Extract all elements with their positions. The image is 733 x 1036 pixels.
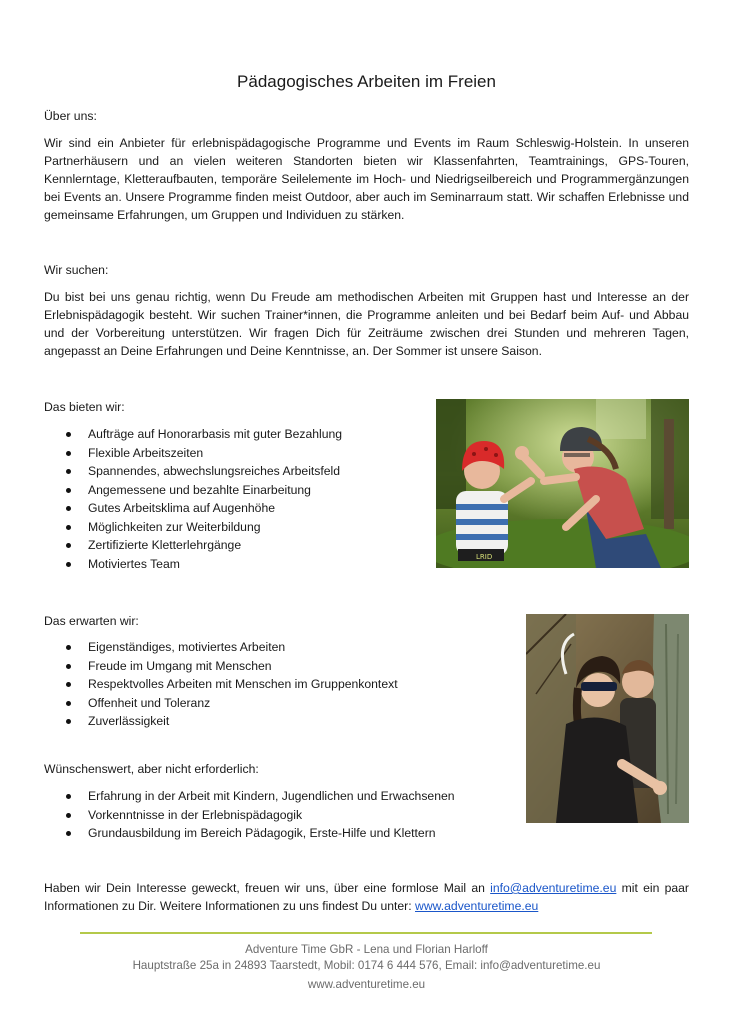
desirable-list: [66, 787, 455, 843]
list-item: Angemessene und bezahlte Einarbeitung: [66, 481, 342, 500]
footer-website: www.adventuretime.eu: [307, 978, 426, 991]
list-item: Vorkenntnisse in der Erlebnispädagogik: [66, 806, 455, 825]
email-link[interactable]: info@adventuretime.eu: [490, 881, 617, 895]
list-item: Respektvolles Arbeiten mit Menschen im Gruppenkontext: [66, 675, 398, 694]
offer-list: [66, 425, 342, 573]
blindfold-image: [526, 614, 689, 823]
list-item: Erfahrung in der Arbeit mit Kindern, Jugendlichen und Erwachsenen: [66, 787, 455, 806]
list-item: Möglichkeiten zur Weiterbildung: [66, 518, 342, 537]
list-item: Zertifizierte Kletterlehrgänge: [66, 536, 342, 555]
closing-text-2: mit ein paar Informationen zu Dir. Weitere Informationen zu uns findest Du unter:: [44, 881, 689, 913]
harness-label: LRID: [476, 553, 493, 561]
website-link[interactable]: www.adventuretime.eu: [415, 899, 539, 913]
blindfold-photo: [526, 614, 689, 823]
expect-list: [66, 638, 398, 731]
list-item: Eigenständiges, motiviertes Arbeiten: [66, 638, 398, 657]
list-item: Aufträge auf Honorarbasis mit guter Bezahlung: [66, 425, 342, 444]
page-title: Pädagogisches Arbeiten im Freien: [237, 72, 496, 91]
about-heading: Über uns:: [44, 109, 97, 123]
search-text: Du bist bei uns genau richtig, wenn Du Freude am methodischen Arbeiten mit Gruppen hast und Interesse an der Erlebnispädagogik besteht. Wir suchen Trainer*innen, die Programme anleiten und bei Bedarf beim Auf- und Abbau und der Vorbereitung unterstützen. Wir fragen Dich für Zeiträume zwischen drei Stunden und mehreren Tagen, angepasst an Deine Erfahrungen und Deine Kenntnisse, an. Der Sommer ist unsere Saison.: [44, 290, 689, 358]
list-item: Flexible Arbeitszeiten: [66, 444, 342, 463]
expect-heading: Das erwarten wir:: [44, 614, 139, 628]
footer-company: Adventure Time GbR - Lena und Florian Harloff: [245, 943, 488, 956]
about-text: Wir sind ein Anbieter für erlebnispädagogische Programme und Events im Raum Schleswig-Holstein. In unseren Partnerhäusern und an vielen weiteren Standorten bieten wir Klassenfahrten, Teamtrainings, GPS-Touren, Kennlerntage, Kletteraufbauten, temporäre Seilelemente im Hoch- und Niedrigseilbereich und Programmergänzungen bei Events an. Unsere Programme finden meist Outdoor, aber auch im Seminarraum statt. Wir schaffen Erlebnisse und gemeinsame Erfahrungen, um Gruppen und Individuen zu stärken.: [44, 136, 689, 222]
list-item: Spannendes, abwechslungsreiches Arbeitsfeld: [66, 462, 342, 481]
list-item: Grundausbildung im Bereich Pädagogik, Erste-Hilfe und Klettern: [66, 824, 455, 843]
list-item: Offenheit und Toleranz: [66, 694, 398, 713]
search-heading: Wir suchen:: [44, 263, 109, 277]
list-item: Motiviertes Team: [66, 555, 342, 574]
closing-text-1: Haben wir Dein Interesse geweckt, freuen wir uns, über eine formlose Mail an: [44, 881, 491, 895]
list-item: Zuverlässigkeit: [66, 712, 398, 731]
list-item: Gutes Arbeitsklima auf Augenhöhe: [66, 499, 342, 518]
high-five-photo: [436, 399, 689, 568]
high-five-image: [436, 399, 689, 568]
desirable-heading: Wünschenswert, aber nicht erforderlich:: [44, 762, 259, 776]
footer-address: Hauptstraße 25a in 24893 Taarstedt, Mobil: 0174 6 444 576, Email: info@adventuretime.eu: [132, 959, 601, 972]
closing-paragraph: [44, 879, 689, 915]
footer-divider: [80, 932, 652, 934]
list-item: Freude im Umgang mit Menschen: [66, 657, 398, 676]
offer-heading: Das bieten wir:: [44, 400, 125, 414]
